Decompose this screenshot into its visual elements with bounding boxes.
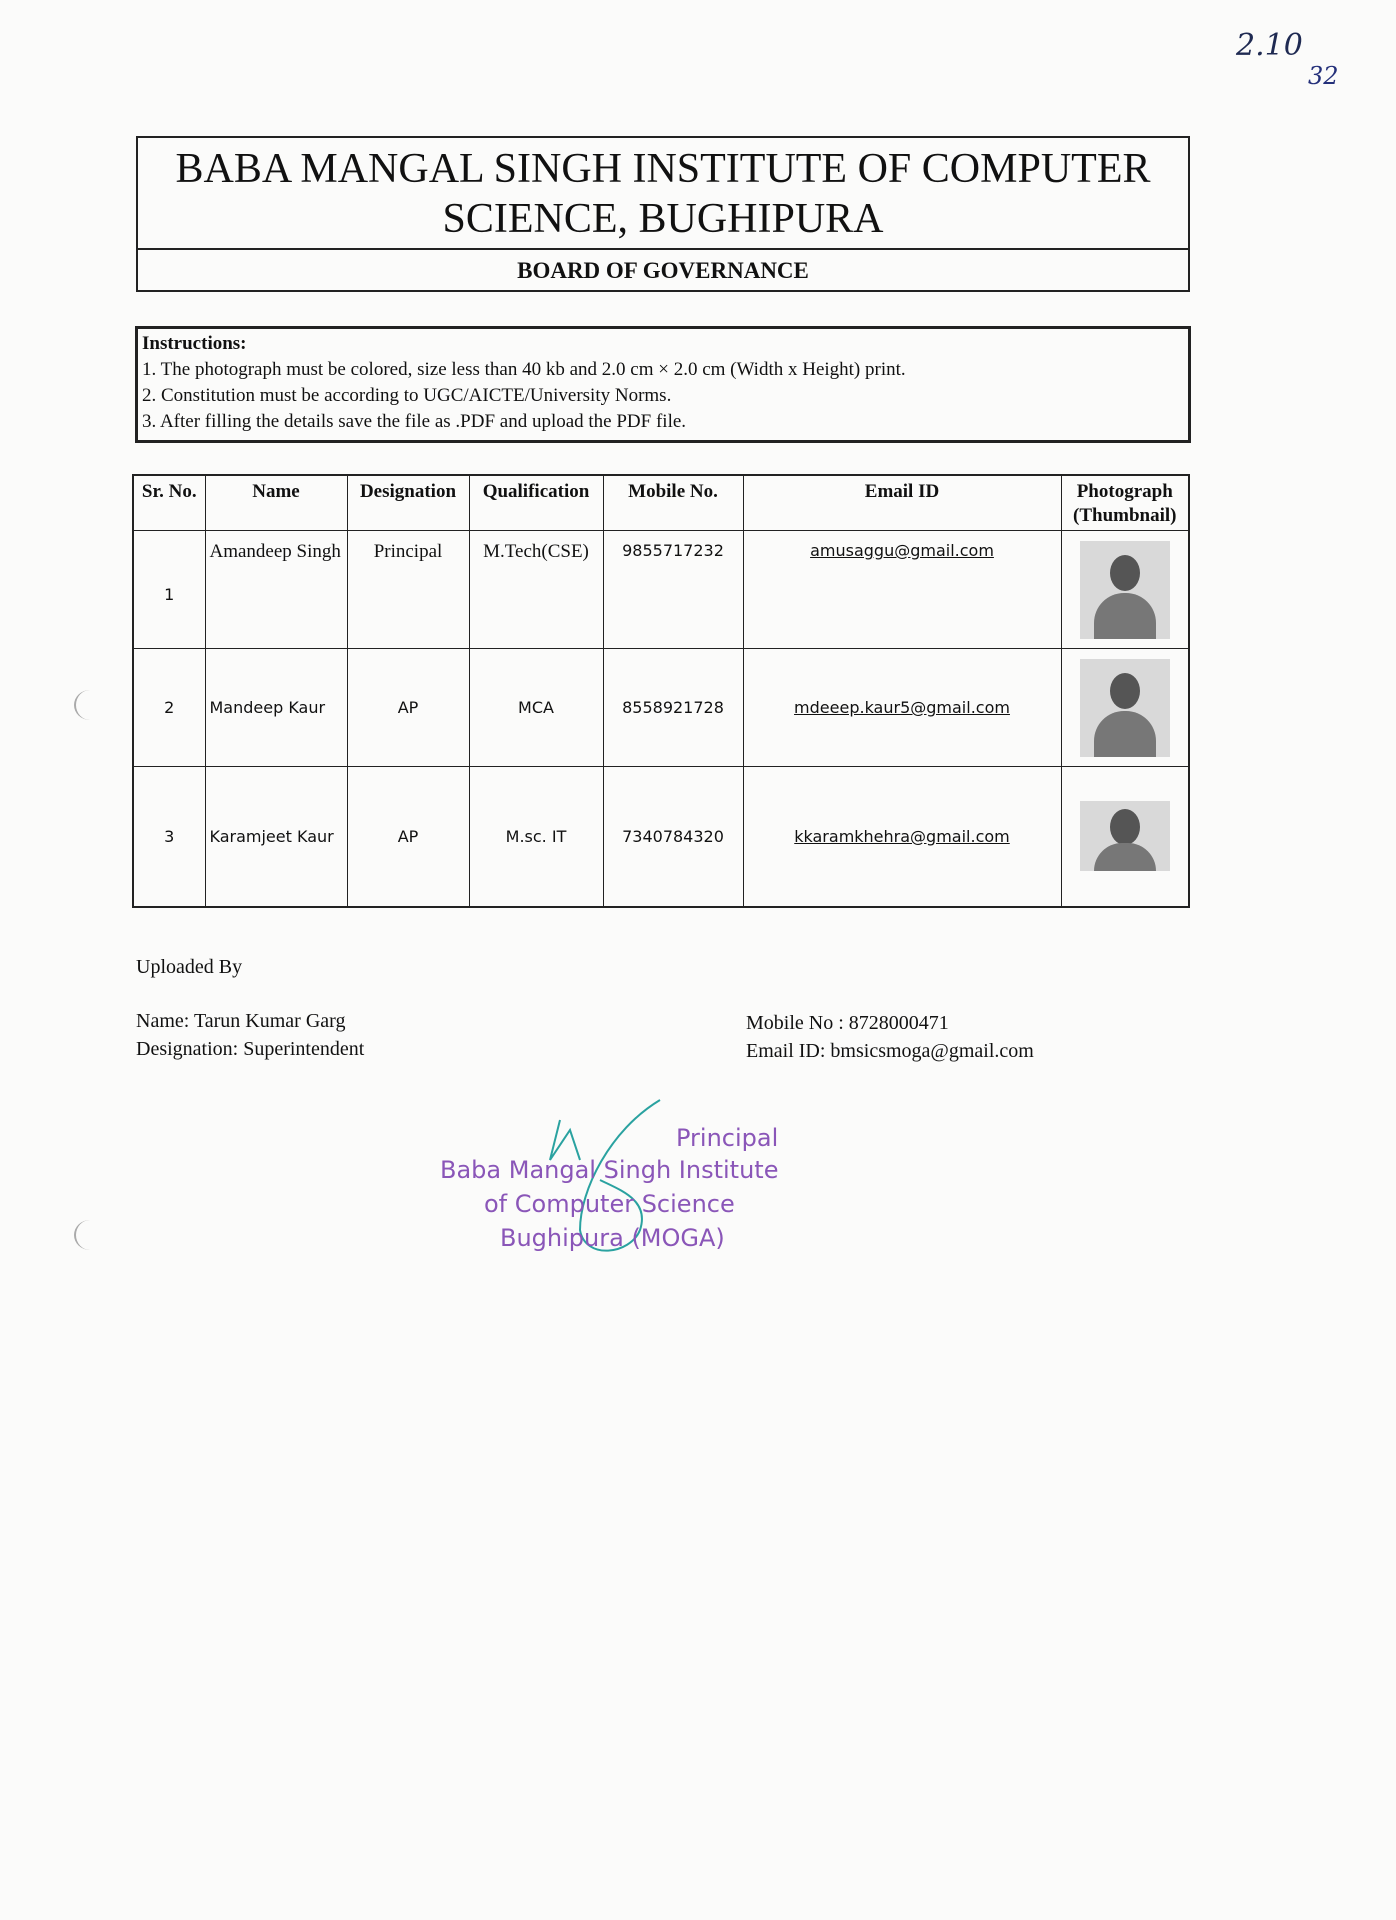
cell-sr: 2 [133,649,205,767]
instruction-item: 1. The photograph must be colored, size less than 40 kb and 2.0 cm × 2.0 cm (Width x Height) print. [142,359,906,380]
cell-qualification: MCA [469,649,603,767]
cell-photo [1061,649,1189,767]
stamp-line: Baba Mangal Singh Institute [440,1156,779,1184]
instructions-heading: Instructions: [142,333,247,354]
uploaded-by-heading: Uploaded By [136,956,243,978]
col-header-designation: Designation [347,475,469,531]
uploader-name: Name: Tarun Kumar Garg [136,1010,346,1032]
cell-sr: 1 [133,531,205,649]
instruction-item: 3. After filling the details save the file as .PDF and upload the PDF file. [142,411,687,432]
cell-email[interactable]: mdeeep.kaur5@gmail.com [743,649,1061,767]
uploader-designation: Designation: Superintendent [136,1038,365,1060]
handwritten-number: 2.10 [1236,28,1303,63]
cell-mobile: 8558921728 [603,649,743,767]
cell-photo [1061,767,1189,907]
instructions-box [135,326,1191,443]
binder-hole [74,690,106,720]
cell-name: Amandeep Singh [205,531,347,649]
handwritten-page-number: 32 [1308,62,1339,90]
cell-designation: AP [347,649,469,767]
cell-email[interactable]: kkaramkhehra@gmail.com [743,767,1061,907]
col-header-photo: Photograph (Thumbnail) [1061,475,1189,531]
table-header-row [133,475,1189,531]
col-header-name: Name [205,475,347,531]
table-row [133,767,1189,907]
col-header-qualification: Qualification [469,475,603,531]
member-photo [1080,801,1170,871]
cell-photo [1061,531,1189,649]
stamp-line: Bughipura (MOGA) [500,1224,725,1252]
header-box [136,136,1190,292]
cell-qualification: M.Tech(CSE) [469,531,603,649]
stamp-line: of Computer Science [484,1190,735,1218]
cell-designation: Principal [347,531,469,649]
members-table [132,474,1190,908]
cell-designation: AP [347,767,469,907]
document-subtitle: BOARD OF GOVERNANCE [517,258,809,283]
uploader-email: Email ID: bmsicsmoga@gmail.com [746,1040,1034,1062]
cell-qualification: M.sc. IT [469,767,603,907]
cell-email[interactable]: amusaggu@gmail.com [743,531,1061,649]
cell-mobile: 9855717232 [603,531,743,649]
member-photo [1080,659,1170,757]
stamp-line: Principal [676,1124,779,1152]
uploader-mobile: Mobile No : 8728000471 [746,1012,949,1034]
member-photo [1080,541,1170,639]
cell-name: Mandeep Kaur [205,649,347,767]
table-row [133,649,1189,767]
cell-sr: 3 [133,767,205,907]
cell-mobile: 7340784320 [603,767,743,907]
instruction-item: 2. Constitution must be according to UGC/AICTE/University Norms. [142,385,672,406]
table-row [133,531,1189,649]
cell-name: Karamjeet Kaur [205,767,347,907]
col-header-sr: Sr. No. [133,475,205,531]
col-header-mobile: Mobile No. [603,475,743,531]
document-title: BABA MANGAL SINGH INSTITUTE OF COMPUTER SCIENCE, BUGHIPURA [138,144,1188,250]
col-header-email: Email ID [743,475,1061,531]
binder-hole [74,1220,106,1250]
